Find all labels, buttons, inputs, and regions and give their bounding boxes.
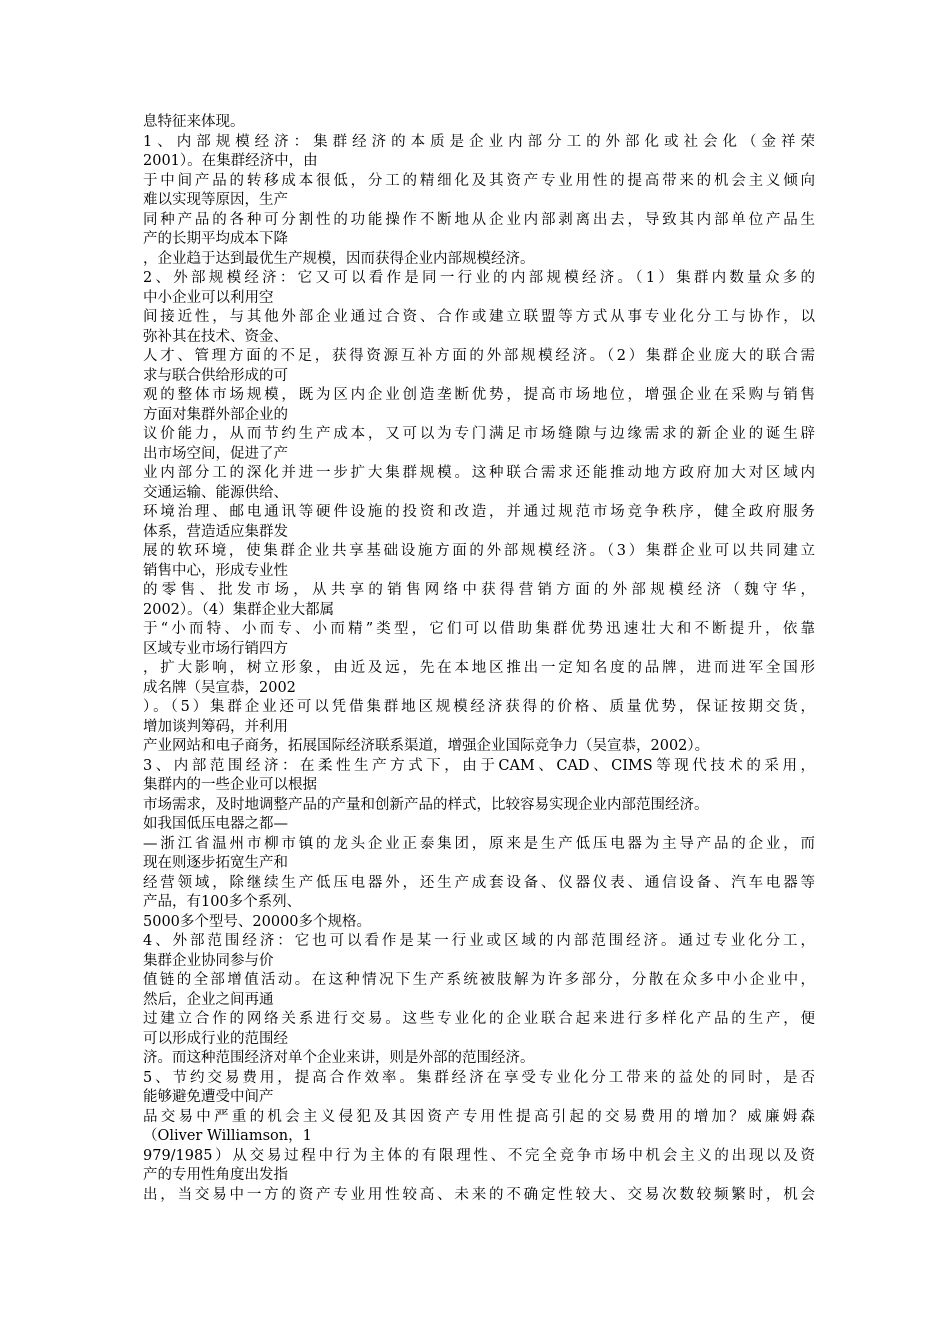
text-line: 值链的全部增值活动。在这种情况下生产系统被肢解为许多部分，分散在众多中小企业中，	[143, 972, 815, 988]
text-line: 4、外部范围经济：它也可以看作是某一行业或区域的内部范围经济。通过专业化分工，	[143, 933, 815, 949]
text-line: 环境治理、邮电通讯等硬件设施的投资和改造，并通过规范市场竞争秩序，健全政府服务	[143, 504, 815, 520]
text-line: 出，当交易中一方的资产专业用性较高、未来的不确定性较大、交易次数较频繁时，机会	[143, 1186, 815, 1203]
text-line: 成名牌（吴宣恭，2002	[143, 679, 296, 696]
text-line: 产的长期平均成本下降	[143, 231, 288, 247]
text-line: 2001）。在集群经济中，由	[143, 153, 318, 169]
text-line: 产的专用性角度出发指	[143, 1167, 288, 1183]
text-line: 经营领域，除继续生产低压电器外，还生产成套设备、仪器仪表、通信设备、汽车电器等	[143, 874, 815, 891]
text-line: 能够避免遭受中间产	[143, 1089, 274, 1105]
text-line: 中小企业可以利用空	[143, 289, 274, 306]
text-line: 于“小而特、小而专、小而精”类型，它们可以借助集群优势迅速壮大和不断提升，依靠	[143, 621, 815, 637]
text-line: 5、节约交易费用，提高合作效率。集群经济在享受专业化分工带来的益处的同时，是否	[143, 1069, 815, 1086]
text-line: 5000多个型号、20000多个规格。	[143, 913, 372, 930]
text-line: 产品，有100多个系列、	[143, 894, 302, 910]
document-body	[143, 113, 815, 1205]
text-line: 区域专业市场行销四方	[143, 640, 288, 657]
text-line: —浙江省温州市柳市镇的龙头企业正泰集团，原来是生产低压电器为主导产品的企业，而	[143, 835, 815, 852]
text-line: 展的软环境，使集群企业共享基础设施方面的外部规模经济。（3）集群企业可以共同建立	[143, 543, 815, 559]
text-line: 2002）。（4）集群企业大都属	[143, 601, 335, 618]
text-line: 增加谈判筹码，并利用	[143, 718, 288, 735]
text-line: 过建立合作的网络关系进行交易。这些专业化的企业联合起来进行多样化产品的生产，便	[143, 1011, 815, 1027]
text-line: 息特征来体现。	[143, 114, 245, 130]
text-line: 如我国低压电器之都—	[143, 816, 288, 832]
text-line: 业内部分工的深化并进一步扩大集群规模。这种联合需求还能推动地方政府加大对区域内	[143, 465, 815, 481]
text-line: 然后，企业之间再通	[143, 991, 274, 1008]
text-line: 1、内部规模经济：集群经济的本质是企业内部分工的外部化或社会化（金祥荣	[143, 133, 815, 150]
text-line: （Oliver Williamson，1	[143, 1128, 312, 1144]
text-line: 3、内部范围经济：在柔性生产方式下，由于CAM、CAD、CIMS等现代技术的采用，	[143, 757, 815, 774]
text-line: 交通运输、能源供给、	[143, 484, 288, 501]
text-line: 难以实现等原因，生产	[143, 192, 288, 208]
text-line: ，企业趋于达到最优生产规模，因而获得企业内部规模经济。	[143, 250, 535, 267]
text-line: 于中间产品的转移成本很低，分工的精细化及其资产专业用性的提高带来的机会主义倾向	[143, 172, 815, 189]
text-line: 出市场空间，促进了产	[143, 445, 288, 462]
text-line: 市场需求，及时地调整产品的产量和创新产品的样式，比较容易实现企业内部范围经济。	[143, 796, 709, 813]
text-line: ）。（5）集群企业还可以凭借集群地区规模经济获得的价格、质量优势，保证按期交货，	[143, 699, 815, 715]
text-line: 现在则逐步拓宽生产和	[143, 855, 288, 871]
text-line: 销售中心，形成专业性	[143, 562, 288, 579]
text-line: 体系，营造适应集群发	[143, 523, 288, 540]
text-line: 品交易中严重的机会主义侵犯及其因资产专用性提高引起的交易费用的增加？威廉姆森	[143, 1108, 815, 1125]
text-line: 的零售、批发市场，从共享的销售网络中获得营销方面的外部规模经济（魏守华，	[143, 582, 815, 598]
text-line: ，扩大影响，树立形象，由近及远，先在本地区推出一定知名度的品牌，进而进军全国形	[143, 660, 815, 676]
text-line: 济。而这种范围经济对单个企业来讲，则是外部的范围经济。	[143, 1050, 535, 1066]
text-line: 方面对集群外部企业的	[143, 406, 288, 423]
text-line: 弥补其在技术、资金、	[143, 328, 288, 345]
text-line: 集群内的一些企业可以根据	[143, 777, 317, 793]
text-line: 2、外部规模经济：它又可以看作是同一行业的内部规模经济。（1）集群内数量众多的	[143, 270, 815, 286]
text-line: 人才、管理方面的不足，获得资源互补方面的外部规模经济。（2）集群企业庞大的联合需	[143, 348, 815, 364]
text-line: 间接近性，与其他外部企业通过合资、合作或建立联盟等方式从事专业化分工与协作，以	[143, 309, 815, 325]
text-line: 同种产品的各种可分割性的功能操作不断地从企业内部剥离出去，导致其内部单位产品生	[143, 211, 815, 228]
text-line: 集群企业协同参与价	[143, 952, 274, 969]
text-line: 求与联合供给形成的可	[143, 367, 288, 384]
text-line: 观的整体市场规模，既为区内企业创造垄断优势，提高市场地位，增强企业在采购与销售	[143, 387, 815, 403]
text-line: 产业网站和电子商务，拓展国际经济联系渠道，增强企业国际竞争力（吴宣恭，2002）。	[143, 738, 710, 754]
text-line: 议价能力，从而节约生产成本，又可以为专门满足市场缝隙与边缘需求的新企业的诞生辟	[143, 426, 815, 442]
text-line: 可以形成行业的范围经	[143, 1030, 288, 1047]
text-line: 979/1985）从交易过程中行为主体的有限理性、不完全竞争市场中机会主义的出现以及资	[143, 1147, 815, 1164]
